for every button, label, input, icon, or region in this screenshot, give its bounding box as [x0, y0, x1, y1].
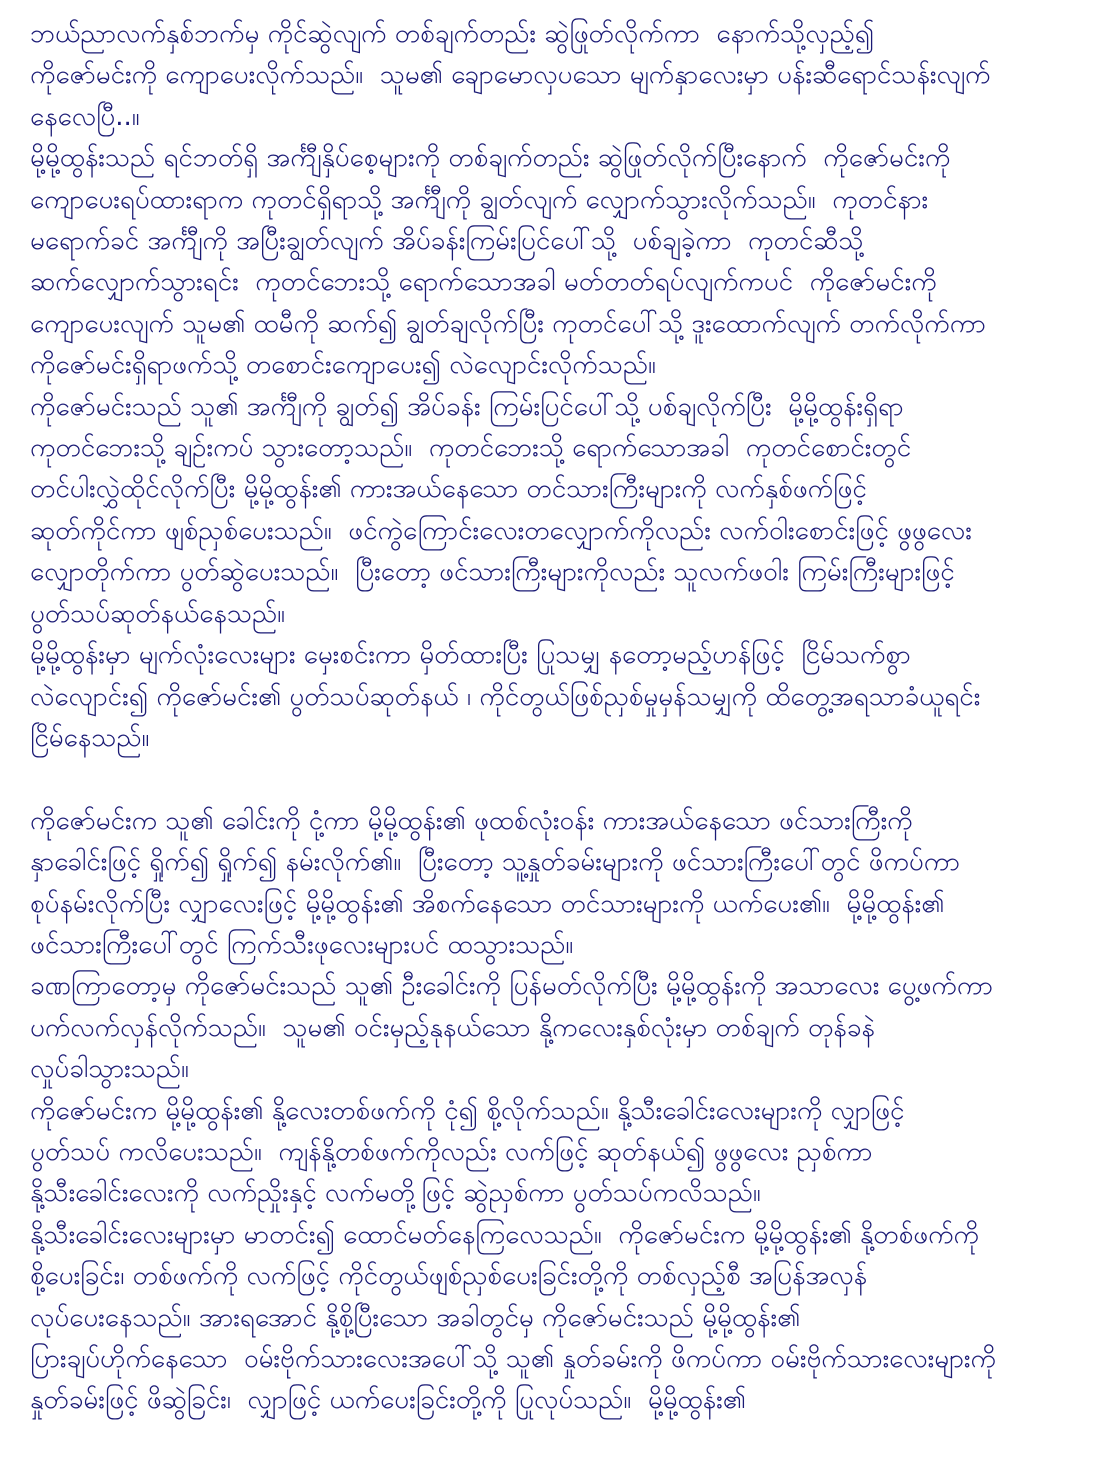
- text-line: ဆုတ်ကိုင်ကာ ဖျစ်ညှစ်ပေးသည်။ ဖင်ကွဲကြောင်းလေးတလျှောက်ကိုလည်း လက်ဝါးစောင်းဖြင့် ဖွဖွလေး: [30, 515, 972, 546]
- text-line: ကိုဇော်မင်းရှိရာဖက်သို့ တစောင်းကျောပေး၍ လဲလျောင်းလိုက်သည်။: [30, 350, 656, 381]
- text-line: မို့မို့ထွန်းသည် ရင်ဘတ်ရှိ အင်္ကျီနှိပ်စေ့များကို တစ်ချက်တည်း ဆွဲဖြုတ်လိုက်ပြီးနောက် ကိုဇော်မင်းကို: [30, 143, 951, 174]
- text-line: ဖင်သားကြီးပေါ်တွင် ကြက်သီးဖုလေးများပင် ထသွားသည်။: [30, 929, 574, 960]
- text-line: စုပ်နမ်းလိုက်ပြီး လျှာလေးဖြင့် မို့မို့ထွန်း၏ အိစက်နေသော တင်သားများကို ယက်ပေး၏။ မို့မို့ထွန်း၏: [30, 888, 945, 919]
- text-line: နို့သီးခေါင်းလေးကို လက်ညှိုးနှင့် လက်မတို့ဖြင့် ဆွဲညှစ်ကာ ပွတ်သပ်ကလိသည်။: [30, 1178, 761, 1209]
- text-line: ပက်လက်လှန်လိုက်သည်။ သူမ၏ ဝင်းမှည့်နုနယ်သော နို့ကလေးနှစ်လုံးမှာ တစ်ချက် တုန်ခနဲ: [30, 1012, 875, 1043]
- text-line: ပွတ်သပ်ဆုတ်နယ်နေသည်။: [30, 598, 285, 629]
- text-line: စို့ပေးခြင်း၊ တစ်ဖက်ကို လက်ဖြင့် ကိုင်တွယ်ဖျစ်ညှစ်ပေးခြင်းတို့ကို တစ်လှည့်စီ အပြန်အလှန်: [30, 1261, 868, 1292]
- text-line: ဘယ်ညာလက်နှစ်ဘက်မှ ကိုင်ဆွဲလျက် တစ်ချက်တည်း ဆွဲဖြုတ်လိုက်ကာ နောက်သို့လှည့်၍: [30, 19, 875, 49]
- text-line: တင်ပါးလွှဲထိုင်လိုက်ပြီး မို့မို့ထွန်း၏ ကားအယ်နေသော တင်သားကြီးများကို လက်နှစ်ဖက်ဖြင့်: [30, 474, 867, 505]
- text-line: ကျောပေးလျက် သူမ၏ ထမီကို ဆက်၍ ချွတ်ချလိုက်ပြီး ကုတင်ပေါ်သို့ ဒူးထောက်လျက် တက်လိုက်ကာ: [30, 308, 986, 339]
- text-line: ကိုဇော်မင်းက သူ၏ ခေါင်းကို ငုံ့ကာ မို့မို့ထွန်း၏ ဖုထစ်လုံးဝန်း ကားအယ်နေသော ဖင်သားကြီးကို: [30, 805, 913, 836]
- text-line: လဲလျောင်း၍ ကိုဇော်မင်း၏ ပွတ်သပ်ဆုတ်နယ် ၊ ကိုင်တွယ်ဖြစ်ညှစ်မှုမှန်သမျှကို ထိတွေ့အရသာခံယူရင်း: [30, 681, 981, 712]
- text-line: နေလေပြီ..။: [30, 101, 140, 132]
- text-line: ကိုဇော်မင်းက မို့မို့ထွန်း၏ နို့လေးတစ်ဖက်ကို ငုံ၍ စို့လိုက်သည်။ နို့သီးခေါင်းလေးများကို လျှာဖြင့်: [30, 1095, 905, 1126]
- text-line: ကျောပေးရပ်ထားရာက ကုတင်ရှိရာသို့ အင်္ကျီကို ချွတ်လျက် လျှောက်သွားလိုက်သည်။ ကုတင်နား: [30, 184, 929, 215]
- text-line: ငြိမ်နေသည်။: [30, 722, 150, 753]
- text-line: မရောက်ခင် အင်္ကျီကို အပြီးချွတ်လျက် အိပ်ခန်းကြမ်းပြင်ပေါ်သို့ ပစ်ချခဲ့ကာ ကုတင်ဆီသို့: [30, 226, 864, 257]
- text-line: ကိုဇော်မင်းကို ကျောပေးလိုက်သည်။ သူမ၏ ချောမောလှပသော မျက်နှာလေးမှာ ပန်းဆီရောင်သန်းလျက်: [30, 60, 991, 91]
- text-line: ဆက်လျှောက်သွားရင်း ကုတင်ဘေးသို့ ရောက်သောအခါ မတ်တတ်ရပ်လျက်ကပင် ကိုဇော်မင်းကို: [30, 267, 937, 298]
- text-line: လျှောတိုက်ကာ ပွတ်ဆွဲပေးသည်။ ပြီးတော့ ဖင်သားကြီးများကိုလည်း သူလက်ဖဝါး ကြမ်းကြီးများဖြင့်: [30, 557, 955, 588]
- text-line: နှာခေါင်းဖြင့် ရှိုက်၍ ရှိုက်၍ နမ်းလိုက်၏။ ပြီးတော့ သူ့နှုတ်ခမ်းများကို ဖင်သားကြီးပေါ်တွင် ဖိကပ်ကာ: [30, 847, 960, 878]
- text-line: ပွတ်သပ် ကလိပေးသည်။ ကျန်နို့တစ်ဖက်ကိုလည်း လက်ဖြင့် ဆုတ်နယ်၍ ဖွဖွလေး ညှစ်ကာ: [30, 1136, 873, 1167]
- text-line: လှုပ်ခါသွားသည်။: [30, 1054, 189, 1085]
- text-line: ကိုဇော်မင်းသည် သူ၏ အင်္ကျီကို ချွတ်၍ အိပ်ခန်း ကြမ်းပြင်ပေါ်သို့ ပစ်ချလိုက်ပြီး မို့မို့ထွန်းရှိရာ: [30, 391, 904, 422]
- text-line: ခဏကြာတော့မှ ကိုဇော်မင်းသည် သူ၏ ဦးခေါင်းကို ပြန်မတ်လိုက်ပြီး မို့မို့ထွန်းကို အသာလေး ပွေ့ဖက်ကာ: [30, 971, 993, 1002]
- document-text: [30, 14, 1074, 1422]
- text-line: နှုတ်ခမ်းဖြင့် ဖိဆွဲခြင်း၊ လျှာဖြင့် ယက်ပေးခြင်းတို့ကို ပြုလုပ်သည်။ မို့မို့ထွန်း၏: [30, 1385, 746, 1416]
- text-line: မို့မို့ထွန်းမှာ မျက်လုံးလေးများ မှေးစင်းကာ မှိတ်ထားပြီး ပြုသမျှ နတော့မည့်ဟန်ဖြင့် ငြိမ်သက်စွာ: [30, 640, 911, 671]
- text-line: ပြားချပ်ဟိုက်နေသော ဝမ်းဗိုက်သားလေးအပေါ်သို့ သူ၏ နှုတ်ခမ်းကို ဖိကပ်ကာ ဝမ်းဗိုက်သားလေးများကို: [30, 1343, 996, 1374]
- text-line: နို့သီးခေါင်းလေးများမှာ မာတင်း၍ ထောင်မတ်နေကြလေသည်။ ကိုဇော်မင်းက မို့မို့ထွန်း၏ နို့တစ်ဖက်ကို: [30, 1219, 979, 1250]
- text-line: ကုတင်ဘေးသို့ ချဉ်းကပ် သွားတော့သည်။ ကုတင်ဘေးသို့ ရောက်သောအခါ ကုတင်စောင်းတွင်: [30, 433, 912, 464]
- blank-line: [30, 759, 1074, 800]
- text-line: လုပ်ပေးနေသည်။ အားရအောင် နို့စို့ပြီးသော အခါတွင်မှ ကိုဇော်မင်းသည် မို့မို့ထွန်း၏: [30, 1302, 801, 1333]
